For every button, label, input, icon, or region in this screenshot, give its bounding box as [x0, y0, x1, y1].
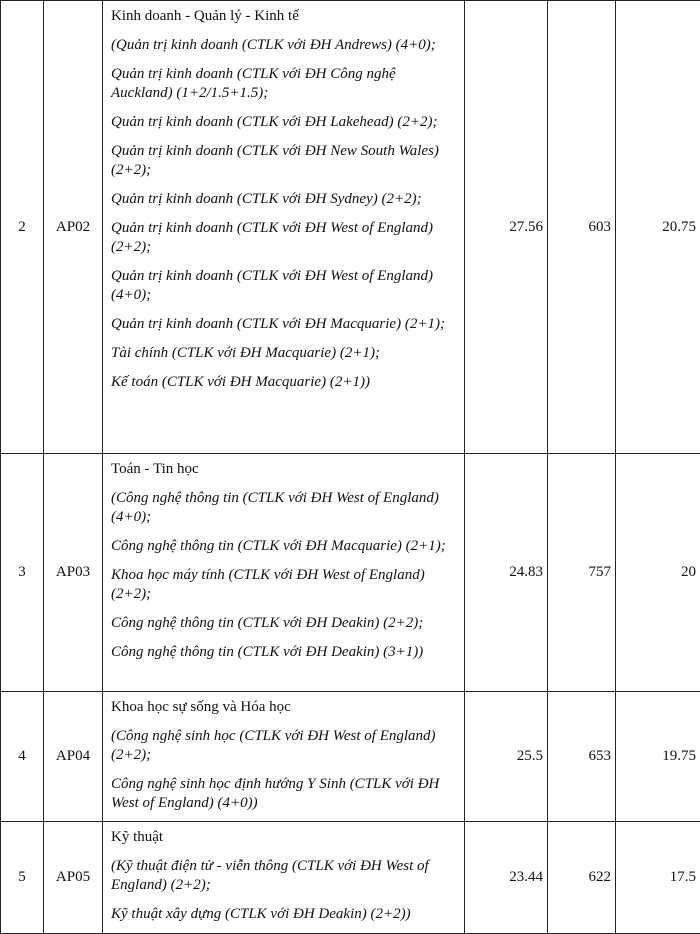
program-item: Quản trị kinh doanh (CTLK với ĐH New South Wales) (2+2);: [111, 142, 456, 180]
value-2: 653: [548, 692, 616, 822]
row-number: 2: [1, 1, 44, 454]
table-row: [1, 1, 700, 454]
program-code: AP03: [44, 454, 103, 692]
value-3: 17.5: [616, 822, 700, 934]
group-title: Kinh doanh - Quản lý - Kinh tế: [111, 7, 456, 26]
group-title: Kỹ thuật: [111, 828, 456, 847]
value-3: 20.75: [616, 1, 700, 454]
value-2: 603: [548, 1, 616, 454]
program-code: AP02: [44, 1, 103, 454]
program-cell: [103, 1, 465, 454]
program-item: (Công nghệ sinh học (CTLK với ĐH West of England) (2+2);: [111, 727, 456, 765]
value-2: 757: [548, 454, 616, 692]
program-item: Quản trị kinh doanh (CTLK với ĐH Macquarie) (2+1);: [111, 315, 456, 334]
table-row: [1, 454, 700, 692]
program-item: Quản trị kinh doanh (CTLK với ĐH Lakehead) (2+2);: [111, 113, 456, 132]
program-item: Khoa học máy tính (CTLK với ĐH West of England) (2+2);: [111, 566, 456, 604]
program-code: AP05: [44, 822, 103, 934]
program-item: Tài chính (CTLK với ĐH Macquarie) (2+1);: [111, 344, 456, 363]
value-1: 27.56: [465, 1, 548, 454]
program-item: Quản trị kinh doanh (CTLK với ĐH Công nghệ Auckland) (1+2/1.5+1.5);: [111, 65, 456, 103]
program-item: Quản trị kinh doanh (CTLK với ĐH West of England) (2+2);: [111, 219, 456, 257]
program-item: (Quản trị kinh doanh (CTLK với ĐH Andrews) (4+0);: [111, 36, 456, 55]
program-cell: [103, 454, 465, 692]
program-item: Công nghệ thông tin (CTLK với ĐH Macquarie) (2+1);: [111, 537, 456, 556]
program-item: Quản trị kinh doanh (CTLK với ĐH West of England) (4+0);: [111, 267, 456, 305]
program-cell: [103, 822, 465, 934]
program-cell: [103, 692, 465, 822]
value-2: 622: [548, 822, 616, 934]
program-item: Công nghệ sinh học định hướng Y Sinh (CTLK với ĐH West of England) (4+0)): [111, 775, 456, 813]
value-3: 19.75: [616, 692, 700, 822]
program-item: Công nghệ thông tin (CTLK với ĐH Deakin) (3+1)): [111, 643, 456, 662]
program-item: Kế toán (CTLK với ĐH Macquarie) (2+1)): [111, 373, 456, 392]
table-row: [1, 822, 700, 934]
table-body: [1, 1, 700, 934]
value-3: 20: [616, 454, 700, 692]
group-title: Toán - Tin học: [111, 460, 456, 479]
program-item: Kỹ thuật xây dựng (CTLK với ĐH Deakin) (2+2)): [111, 905, 456, 924]
value-1: 24.83: [465, 454, 548, 692]
value-1: 23.44: [465, 822, 548, 934]
group-title: Khoa học sự sống và Hóa học: [111, 698, 456, 717]
program-item: Quản trị kinh doanh (CTLK với ĐH Sydney) (2+2);: [111, 190, 456, 209]
table-row: [1, 692, 700, 822]
program-item: Công nghệ thông tin (CTLK với ĐH Deakin) (2+2);: [111, 614, 456, 633]
value-1: 25.5: [465, 692, 548, 822]
row-number: 4: [1, 692, 44, 822]
program-code: AP04: [44, 692, 103, 822]
row-number: 3: [1, 454, 44, 692]
row-number: 5: [1, 822, 44, 934]
program-item: (Công nghệ thông tin (CTLK với ĐH West of England) (4+0);: [111, 489, 456, 527]
program-item: (Kỹ thuật điện tử - viễn thông (CTLK với ĐH West of England) (2+2);: [111, 857, 456, 895]
